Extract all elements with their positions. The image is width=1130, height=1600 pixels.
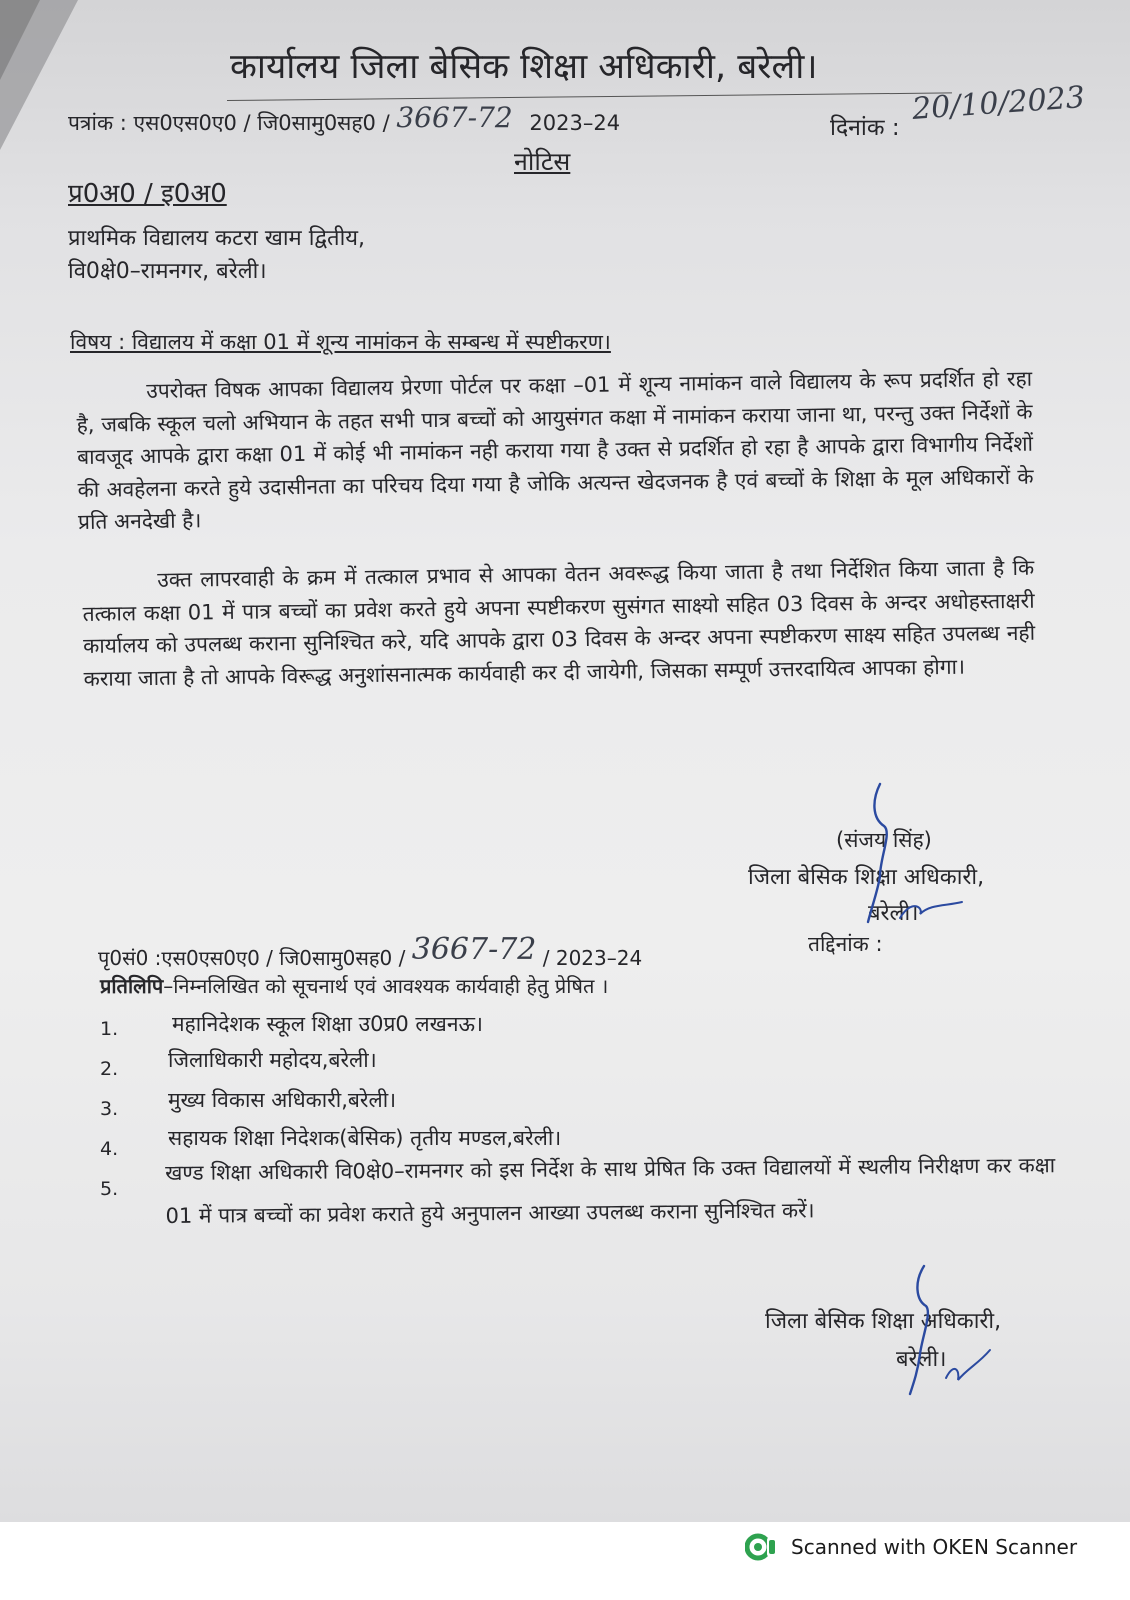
reference-year: 2023–24: [529, 111, 621, 135]
handwritten-reference-number: 3667-72: [396, 101, 513, 134]
copy-item-5-number: 5.: [100, 1178, 119, 1200]
signature-stroke-2: [890, 1258, 1000, 1398]
addressee-school: प्राथमिक विद्यालय कटरा खाम द्वितीय,: [68, 226, 366, 251]
copy-item-4-number: 4.: [100, 1138, 119, 1160]
letter-reference: [68, 101, 621, 137]
notice-title: नोटिस: [514, 147, 571, 176]
copy-item-2: जिलाधिकारी महोदय,बरेली।: [168, 1048, 377, 1072]
copy-date-label: तद्दिनांक :: [808, 932, 883, 956]
date-label: दिनांक :: [830, 115, 900, 141]
copy-reference-prefix: पृ0सं0 :एस0एस0ए0 / जि0सामु0सह0 /: [98, 946, 406, 970]
signatory-place: बरेली।: [868, 901, 919, 926]
signature-stroke-1: [850, 778, 970, 928]
copy-item-2-number: 2.: [100, 1058, 119, 1080]
reference-prefix: पत्रांक : एस0एस0ए0 / जि0सामु0सह0 /: [68, 111, 390, 135]
copy-item-5: खण्ड शिक्षा अधिकारी वि0क्षे0–रामनगर को इस निर्देश के साथ प्रेषित कि उक्त विद्यालयों में स्थलीय निरीक्षण कर कक्षा 01 में पात्र बच्चों का प्रवेश कराते हुये अनुपालन आख्या उपलब्ध कराना सुनिश्चित करें।: [165, 1153, 1056, 1228]
oken-scanner-logo-icon: [745, 1533, 777, 1561]
copy-handwritten-number: 3667-72: [411, 932, 537, 967]
copy-to-intro: –निम्नलिखित को सूचनार्थ एवं आवश्यक कार्यवाही हेतु प्रेषित ।: [163, 974, 609, 998]
copy-item-1-number: 1.: [100, 1018, 119, 1040]
copy-to-heading: [100, 972, 608, 999]
addressee-block: वि0क्षे0–रामनगर, बरेली।: [68, 259, 267, 284]
copy-signatory-title: जिला बेसिक शिक्षा अधिकारी,: [765, 1309, 1002, 1334]
copy-to-label: प्रतिलिपि: [100, 974, 164, 998]
copy-signatory-place: बरेली।: [896, 1347, 947, 1372]
body-paragraph-1: [76, 363, 1034, 539]
signatory-title: जिला बेसिक शिक्षा अधिकारी,: [748, 865, 985, 890]
scanner-footer-text: Scanned with OKEN Scanner: [791, 1535, 1078, 1559]
handwritten-date: 20/10/2023: [910, 80, 1086, 127]
signatory-name: (संजय सिंह): [836, 828, 932, 852]
body-paragraph-2: [82, 552, 1036, 695]
subject-line: विषय : विद्यालय में कक्षा 01 में शून्य नामांकन के सम्बन्ध में स्पष्टीकरण।: [70, 330, 611, 354]
copy-item-1: महानिदेशक स्कूल शिक्षा उ0प्र0 लखनऊ।: [172, 1012, 483, 1036]
copy-reference: [98, 932, 643, 973]
copy-item-3: मुख्य विकास अधिकारी,बरेली।: [168, 1088, 397, 1112]
paragraph-1-text: उपरोक्त विषक आपका विद्यालय प्रेरणा पोर्टल पर कक्षा –01 में शून्य नामांकन वाले विद्यालय के रूप प्रदर्शित हो रहा है, जबकि स्कूल चलो अभियान के तहत सभी पात्र बच्चों को आयुसंगत कक्षा में नामांकन कराया जाना था, परन्तु उक्त निर्देशों के बावजूद आपके द्वारा कक्षा 01 में कोई भी नामांकन नही कराया गया है उक्त से प्रदर्शित हो रहा है आपके द्वारा विभागीय निर्देशों की अवहेलना करते हुये उदासीनता का परिचय दिया गया है जोकि अत्यन्त खेदजनक है एवं बच्चों के शिक्षा के मूल अधिकारों के प्रति अनदेखी है।: [76, 366, 1034, 534]
paragraph-2-text: उक्त लापरवाही के क्रम में तत्काल प्रभाव से आपका वेतन अवरूद्ध किया जाता है तथा निर्देशित किया जाता है कि तत्काल कक्षा 01 में पात्र बच्चों का प्रवेश करते हुये अपना स्पष्टीकरण सुसंगत साक्ष्यो सहित 03 दिवस के अन्दर अधोहस्ताक्षरी कार्यालय को उपलब्ध कराना सुनिश्चित करे, यदि आपके द्वारा 03 दिवस के अन्दर अपना स्पष्टीकरण साक्ष्य सहित उपलब्ध नही कराया जाता है तो आपके विरूद्ध अनुशांसनात्मक कार्यवाही कर दी जायेगी, जिसका सम्पूर्ण उत्तरदायित्व आपका होगा।: [82, 555, 1036, 691]
copy-item-3-number: 3.: [100, 1098, 119, 1120]
addressee-designation: प्र0अ0 / इ0अ0: [68, 179, 227, 209]
copy-item-4: सहायक शिक्षा निदेशक(बेसिक) तृतीय मण्डल,बरेली।: [168, 1126, 562, 1150]
scanner-footer: [745, 1530, 1077, 1564]
copy-reference-year: / 2023–24: [542, 946, 643, 970]
office-heading: कार्यालय जिला बेसिक शिक्षा अधिकारी, बरेली।: [230, 47, 818, 87]
